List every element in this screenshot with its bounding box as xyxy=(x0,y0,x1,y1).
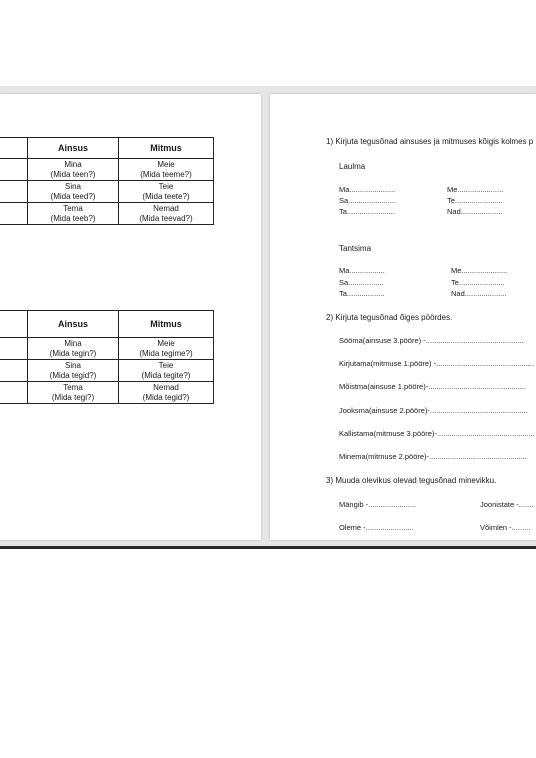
task1-blank: Nad.................... xyxy=(451,289,507,298)
task1-blank: Ta....................... xyxy=(339,207,395,216)
task3-item: Joonistate -....... xyxy=(480,500,534,509)
table-header-mitmus: Mitmus xyxy=(119,138,214,159)
task1-blank: Ma................. xyxy=(339,266,385,275)
table-cell: Nemad (Mida tegid?) xyxy=(119,382,214,404)
table-cell: Tema (Mida teeb?) xyxy=(28,203,119,225)
table-cell: Teie (Mida tegite?) xyxy=(119,360,214,382)
task2-item: Kallistama(mitmuse 3.pööre)-............................................... xyxy=(339,429,535,438)
table-row xyxy=(0,338,214,360)
table-cell: Tema (Mida tegi?) xyxy=(28,382,119,404)
table-row xyxy=(0,159,214,181)
task1-title: 1) Kirjuta tegusõnad ainsuses ja mitmuses kõigis kolmes p xyxy=(326,137,534,146)
table-header-row xyxy=(0,311,214,338)
task1-blank: Sa................. xyxy=(339,278,384,287)
task1-blank: Te...................... xyxy=(451,278,505,287)
table-row xyxy=(0,181,214,203)
table-cell: Teie (Mida teete?) xyxy=(119,181,214,203)
task1-verb-tantsima: Tantsima xyxy=(339,244,372,253)
table-header-mitmus: Mitmus xyxy=(119,311,214,338)
left-page xyxy=(0,94,261,540)
task2-item: Minema(mitmuse 2.pööre)-............................................... xyxy=(339,452,527,461)
table-cell: Sina (Mida tegid?) xyxy=(28,360,119,382)
table-header-empty xyxy=(0,138,28,159)
task1-verb-laulma: Laulma xyxy=(339,162,366,171)
table-header-ainsus: Ainsus xyxy=(28,311,119,338)
task3-title: 3) Muuda olevikus olevad tegusõnad minevikku. xyxy=(326,476,497,485)
viewer-bottom-border xyxy=(0,546,536,549)
table-header-row xyxy=(0,138,214,159)
table-cell: Meie (Mida tegime?) xyxy=(119,338,214,360)
task1-blank: Ma...................... xyxy=(339,185,396,194)
table-row xyxy=(0,360,214,382)
right-page xyxy=(270,94,536,540)
table-cell: Nemad (Mida teevad?) xyxy=(119,203,214,225)
table-header-empty xyxy=(0,311,28,338)
table-cell: Sina (Mida teed?) xyxy=(28,181,119,203)
task1-blank: Te....................... xyxy=(447,196,503,205)
task3-item: Mängib -....................... xyxy=(339,500,417,509)
task2-item: Jooksma(ainsuse 2.pööre)-............................................... xyxy=(339,406,528,415)
task2-title: 2) Kirjuta tegusõnad õiges pöördes. xyxy=(326,313,453,322)
table-cell: Meie (Mida teeme?) xyxy=(119,159,214,181)
task1-blank: Me...................... xyxy=(447,185,504,194)
conjugation-table-past xyxy=(0,310,214,404)
task2-item: Kirjutama(mitmuse 1.pööre) -............................................... xyxy=(339,359,535,368)
conjugation-table-present xyxy=(0,137,214,225)
table-row xyxy=(0,382,214,404)
table-cell: Mina (Mida teen?) xyxy=(28,159,119,181)
table-row xyxy=(0,203,214,225)
task3-item: Võimlen -......... xyxy=(480,523,531,532)
table-header-ainsus: Ainsus xyxy=(28,138,119,159)
task1-blank: Ta.................. xyxy=(339,289,385,298)
task1-blank: Me...................... xyxy=(451,266,508,275)
task2-item: Sööma(ainsuse 3.pööre) -............................................... xyxy=(339,336,524,345)
task3-item: Oleme -....................... xyxy=(339,523,414,532)
task1-blank: Nad.................... xyxy=(447,207,503,216)
task2-item: Mõistma(ainsuse 1.pööre)-............................................... xyxy=(339,382,527,391)
table-cell: Mina (Mida tegin?) xyxy=(28,338,119,360)
task1-blank: Sa....................... xyxy=(339,196,397,205)
